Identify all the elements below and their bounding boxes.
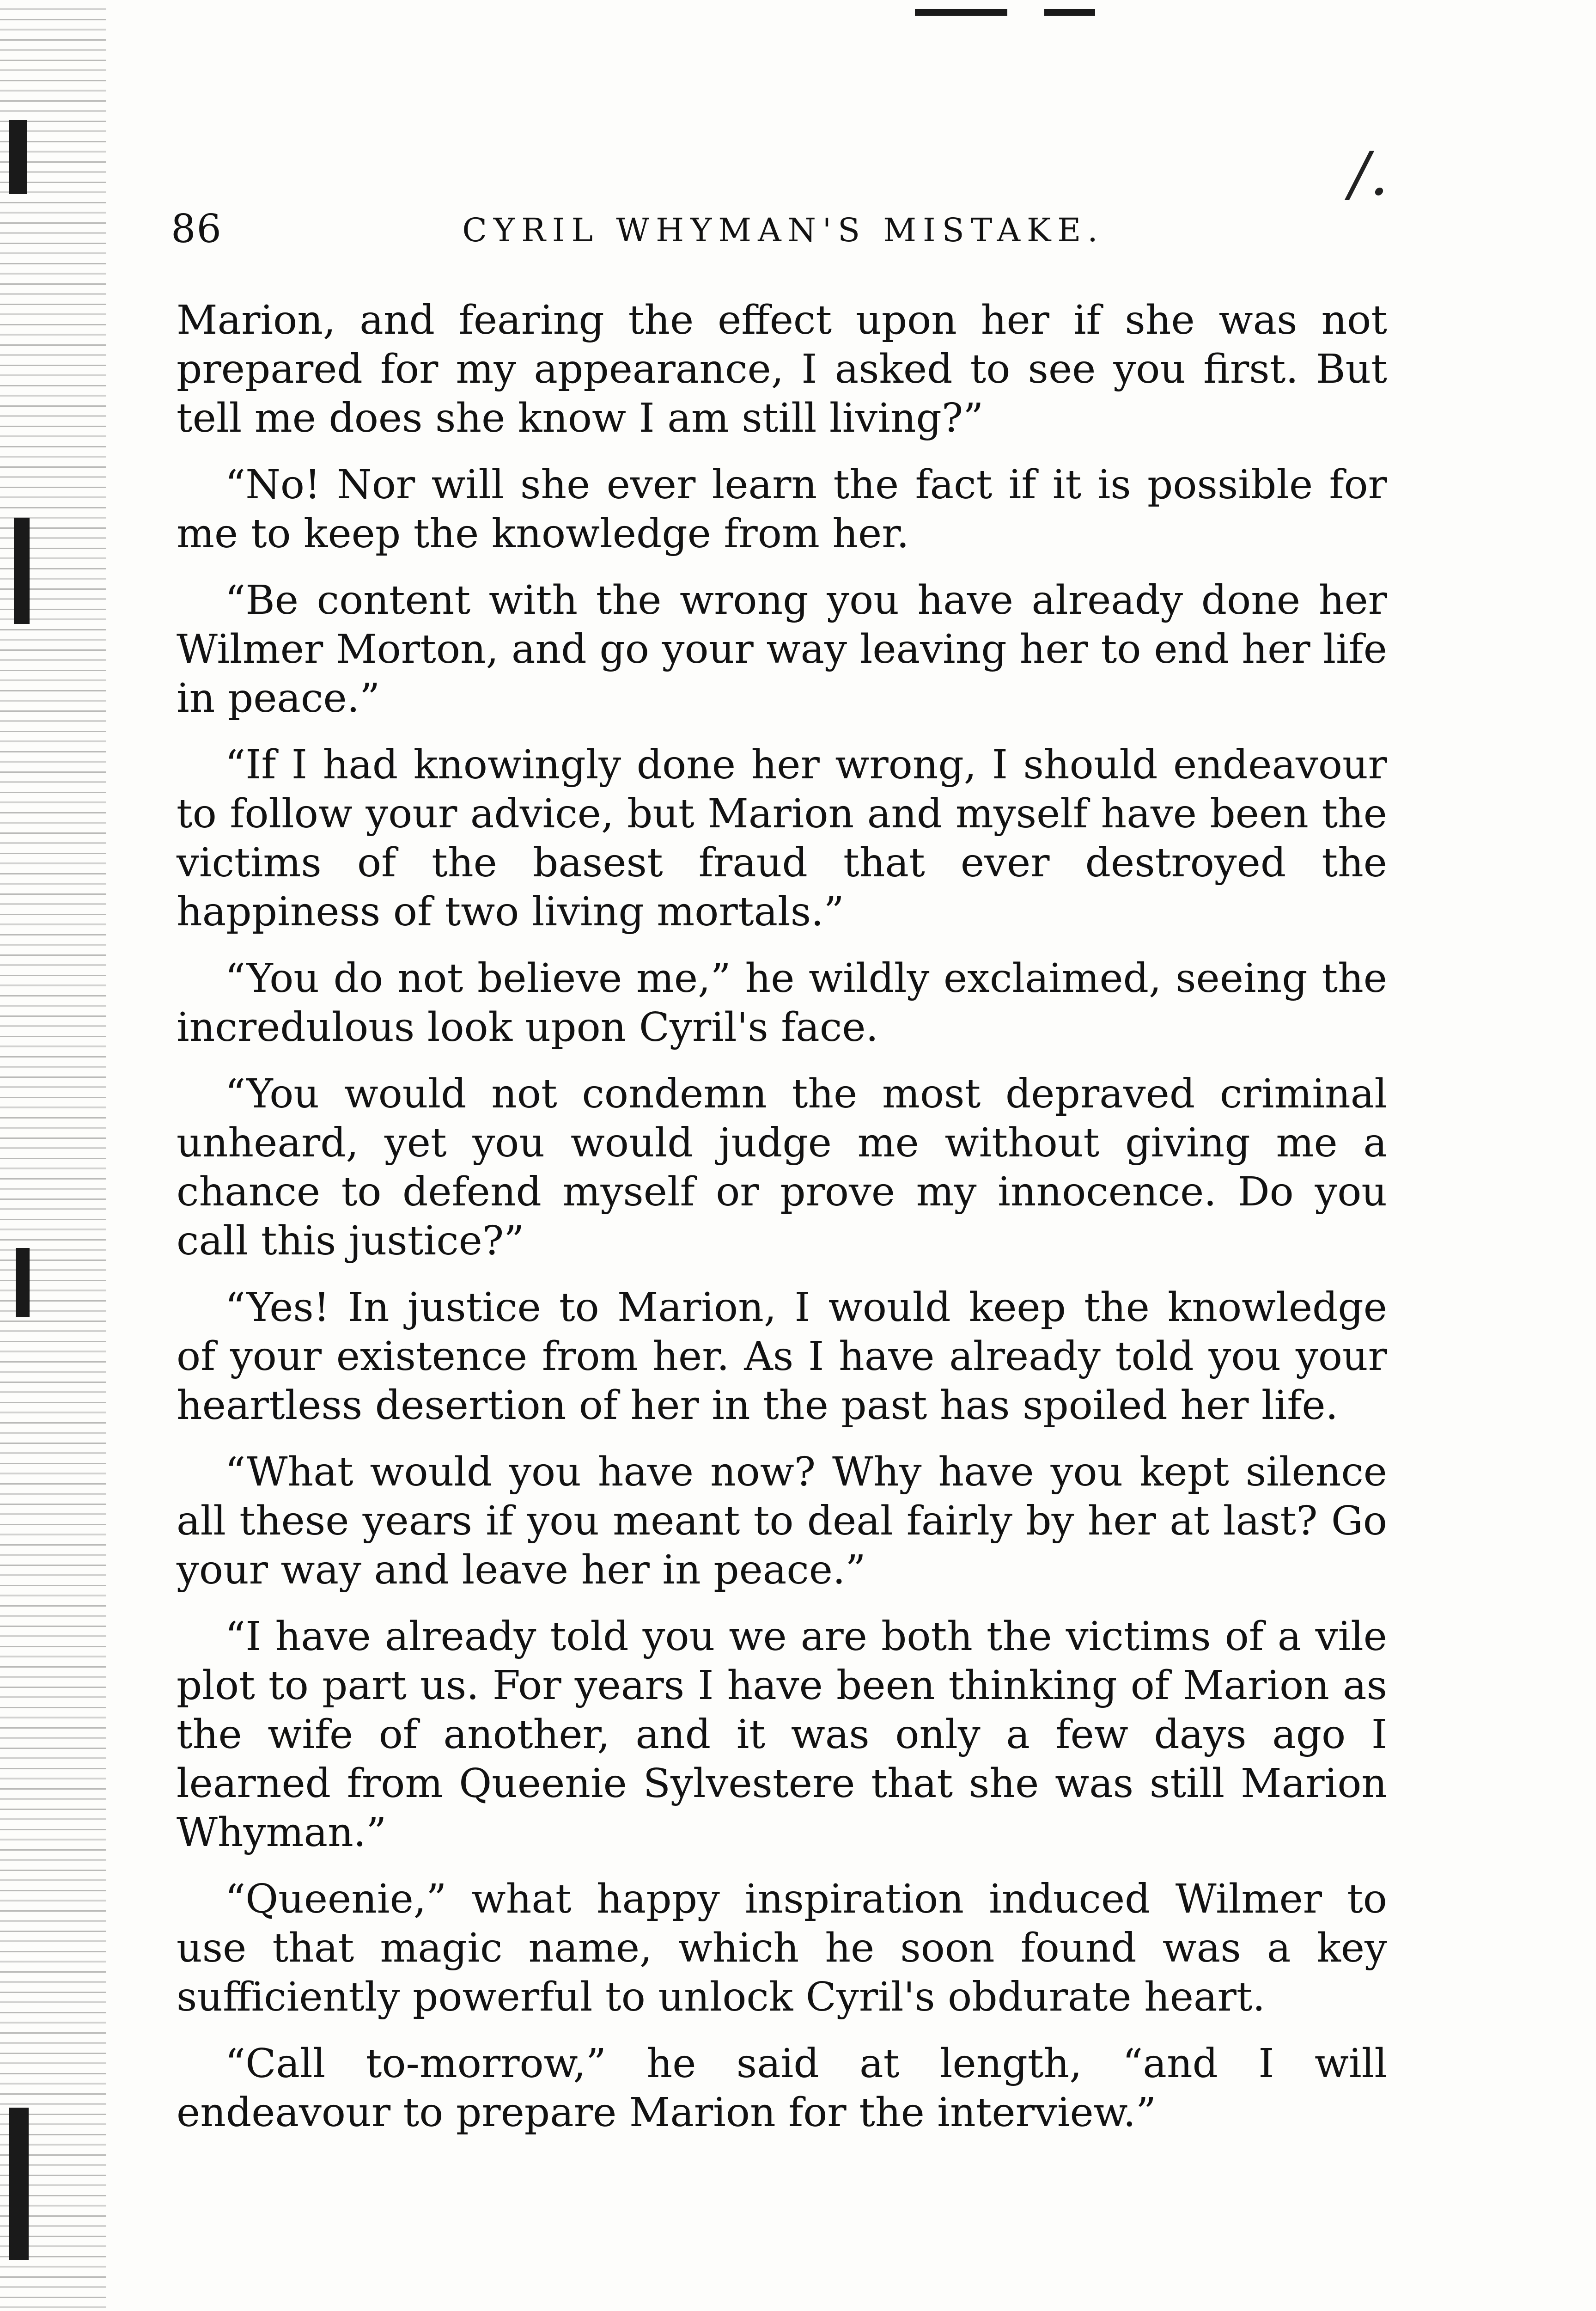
body-text — [177, 296, 1387, 2137]
paragraph: “You would not condemn the most depraved criminal unheard, yet you would judge me without giving me a chance to defend myself or prove my innocence. Do you call this justice?” — [177, 1071, 1387, 1264]
page-number: 86 — [171, 206, 222, 251]
scan-smudge — [1044, 9, 1095, 16]
paragraph: Marion, and fearing the effect upon her if she was not prepared for my appearance, I asked to see you first. But tell me does she know I am still living?” — [177, 297, 1387, 441]
paragraph: “Be content with the wrong you have already done her Wilmer Morton, and go your way leaving her to end her life in peace.” — [177, 577, 1387, 721]
paragraph: “You do not believe me,” he wildly exclaimed, seeing the incredulous look upon Cyril's face. — [177, 955, 1387, 1051]
scan-smudge — [915, 9, 1007, 16]
paragraph: “Queenie,” what happy inspiration induced Wilmer to use that magic name, which he soon found was a key sufficiently powerful to unlock Cyril's obdurate heart. — [177, 1876, 1387, 2020]
paragraph: “Yes! In justice to Marion, I would keep the knowledge of your existence from her. As I have already told you your heartless desertion of her in the past has spoiled her life. — [177, 1284, 1387, 1429]
paragraph: “I have already told you we are both the victims of a vile plot to part us. For years I have been thinking of Marion as the wife of another, and it was only a few days ago I learned from Queenie Sylvestere that she was still Marion Whyman.” — [177, 1614, 1387, 1856]
paragraph: “Call to-morrow,” he said at length, “and I will endeavour to prepare Marion for the interview.” — [177, 2041, 1387, 2136]
pencil-mark: /. — [1349, 139, 1389, 209]
running-head: CYRIL WHYMAN'S MISTAKE. — [462, 211, 1104, 249]
binding-mark — [9, 2108, 29, 2260]
binding-mark — [9, 120, 27, 194]
paragraph: “No! Nor will she ever learn the fact if it is possible for me to keep the knowledge from her. — [177, 462, 1387, 557]
page-header — [171, 203, 1395, 259]
binding-mark — [14, 518, 30, 624]
scanned-binding-edge — [0, 0, 106, 2311]
paragraph: “If I had knowingly done her wrong, I should endeavour to follow your advice, but Marion and myself have been the victims of the basest fraud that ever destroyed the happiness of two living mortals.” — [177, 742, 1387, 935]
binding-mark — [16, 1248, 30, 1317]
paragraph: “What would you have now? Why have you kept silence all these years if you meant to deal fairly by her at last? Go your way and leave her in peace.” — [177, 1449, 1387, 1593]
